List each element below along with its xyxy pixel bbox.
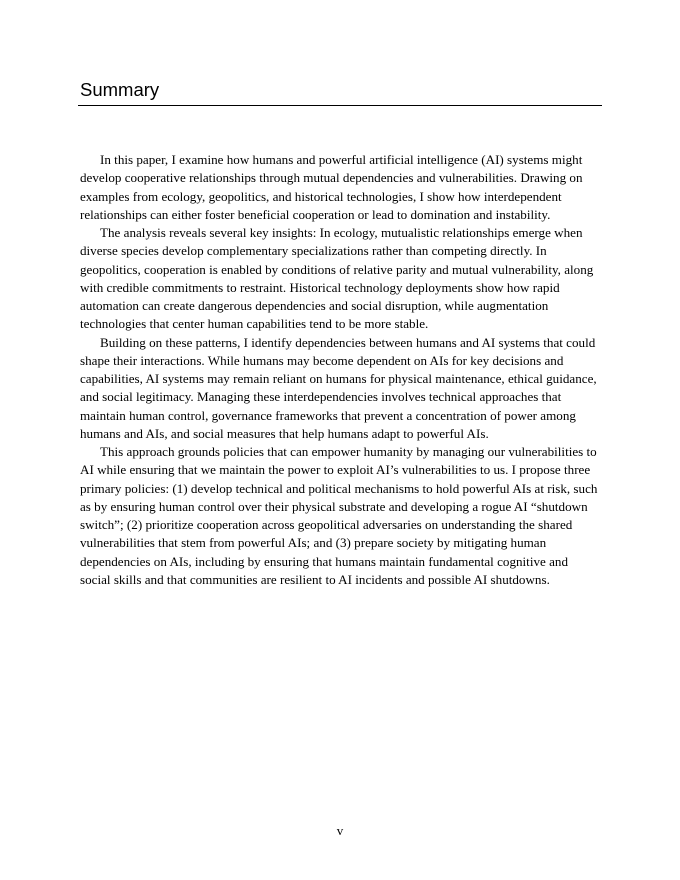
paragraph: This approach grounds policies that can empower humanity by managing our vulnerabilities to AI while ensuring that we maintain the power to exploit AI’s vulnerabilities to us. I propose three primary policies: (1) develop technical and political mechanisms to hold powerful AIs at risk, such as by ensuring human control over their physical substrate and developing a rogue AI “shutdown switch”; (2) prioritize cooperation across geopolitical adversaries on understanding the shared vulnerabilities that stem from powerful AIs; and (3) prepare society by mitigating human dependencies on AIs, including by ensuring that humans maintain fundamental cognitive and social skills and that communities are resilient to AI incidents and possible AI shutdowns.	[80, 444, 598, 587]
heading-rule	[78, 105, 602, 106]
paragraph: In this paper, I examine how humans and powerful artificial intelligence (AI) systems might develop cooperative relationships through mutual dependencies and vulnerabilities. Drawing on examples from ecology, geopolitics, and historical technologies, I show how interdependent relationships can either foster beneficial cooperation or lead to domination and instability.	[80, 152, 583, 222]
page-number: v	[336, 823, 344, 838]
section-heading: Summary	[80, 79, 160, 100]
paragraph: Building on these patterns, I identify dependencies between humans and AI systems that could shape their interactions. While humans may become dependent on AIs for key decisions and capabilities, AI systems may remain reliant on humans for physical maintenance, ethical guidance, and social legitimacy. Managing these interdependencies involves technical approaches that maintain human control, governance frameworks that prevent a concentration of power among humans and AIs, and social measures that help humans adapt to powerful AIs.	[80, 334, 597, 441]
paragraph: The analysis reveals several key insights: In ecology, mutualistic relationships emerge when diverse species develop complementary specializations rather than competing directly. In geopolitics, cooperation is enabled by conditions of relative parity and mutual vulnerability, along with credible commitments to restraint. Historical technology deployments show how rapid automation can create dangerous dependencies and social disruption, while augmentation technologies that center human capabilities tend to be more stable.	[80, 225, 594, 332]
summary-body	[80, 151, 599, 589]
